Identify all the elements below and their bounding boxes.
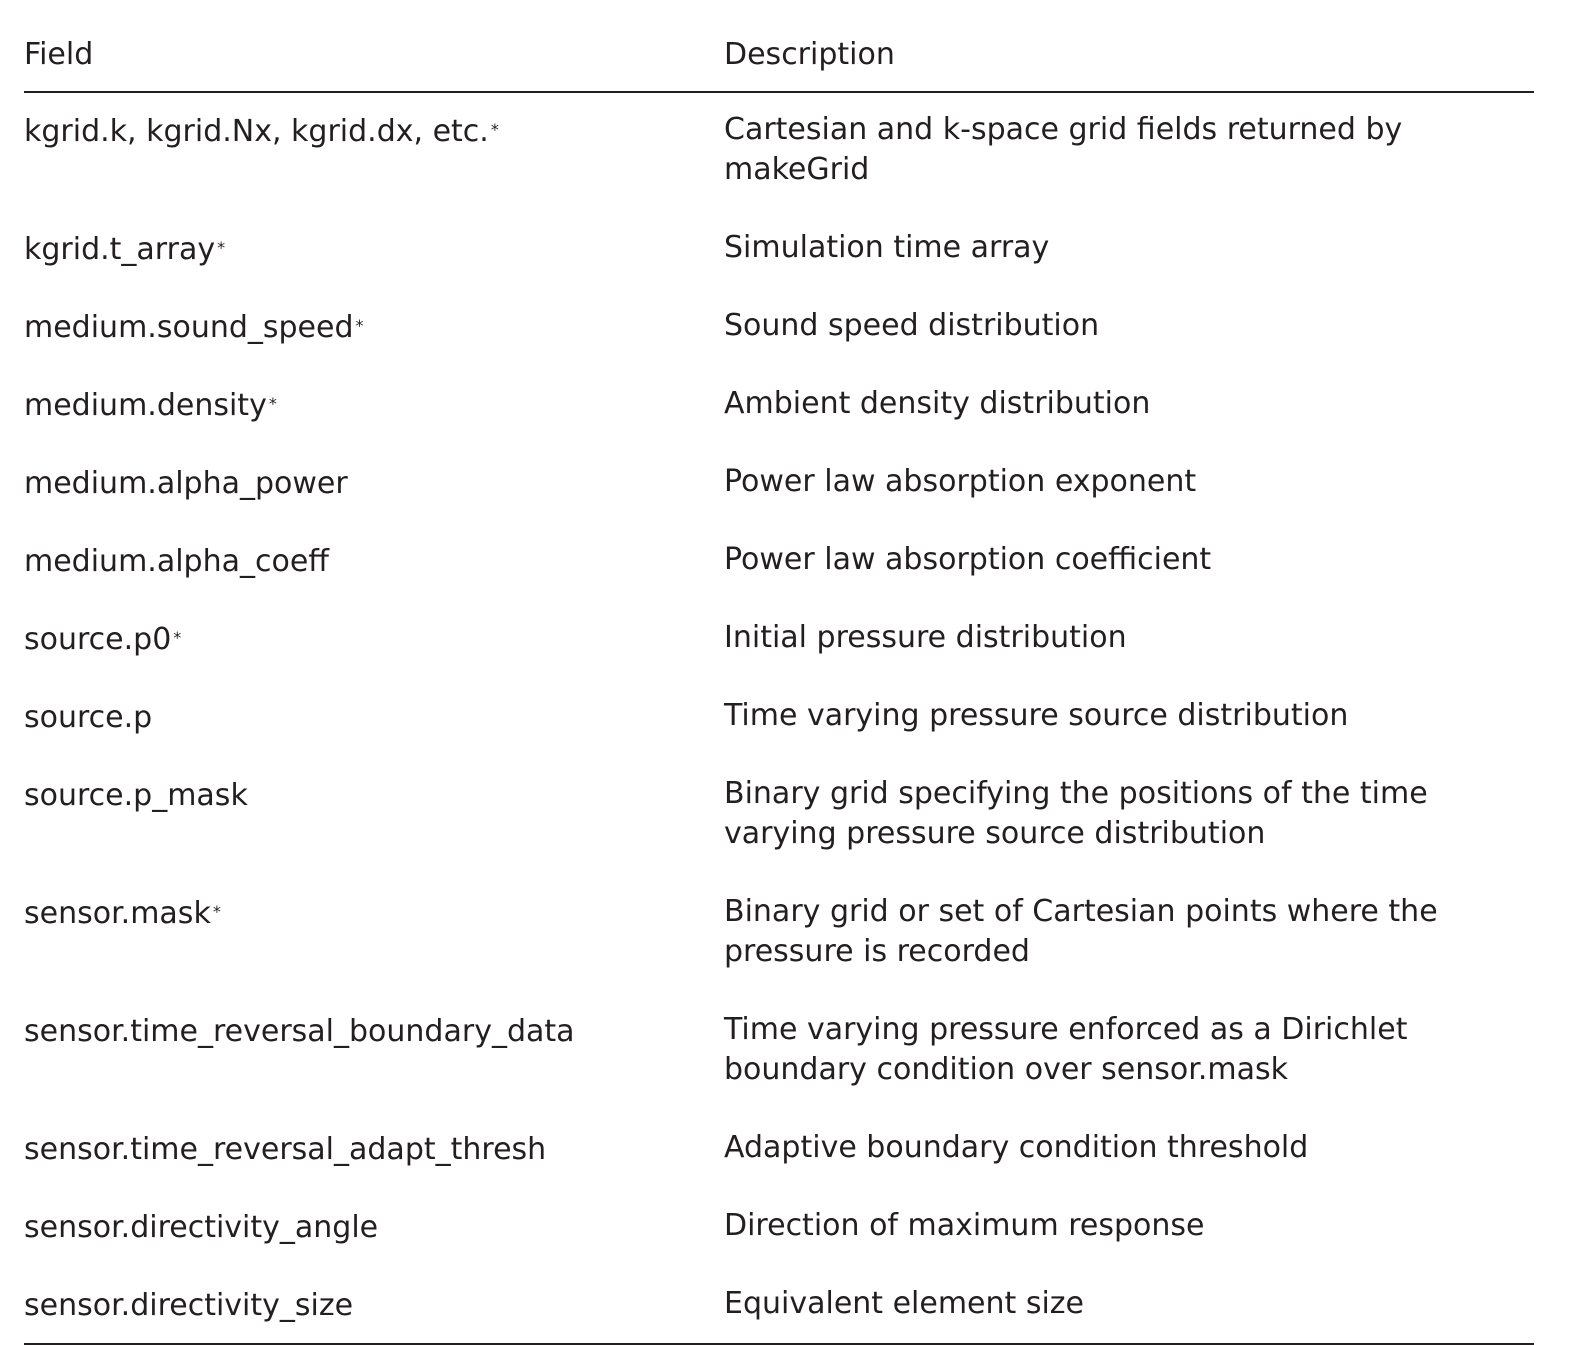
table-body [24, 93, 1534, 1345]
field-name: source.p0 [24, 622, 172, 657]
description-cell: Cartesian and k-space grid fields returned by makeGrid [724, 112, 1403, 187]
field-cell [24, 228, 724, 270]
description-cell: Ambient density distribution [724, 386, 1151, 421]
field-cell [24, 110, 724, 152]
required-marker: * [217, 238, 226, 257]
description-cell: Power law absorption coefficient [724, 542, 1212, 577]
description-cell: Simulation time array [724, 230, 1050, 265]
required-marker: * [355, 316, 364, 335]
field-name: sensor.time_reversal_adapt_thresh [24, 1132, 547, 1167]
field-description-table [24, 0, 1534, 1345]
table-row [24, 1206, 1534, 1284]
required-marker: * [268, 394, 277, 413]
field-cell [24, 1284, 724, 1326]
field-name: source.p_mask [24, 778, 248, 813]
table-header [24, 0, 1534, 93]
table-row [24, 540, 1534, 618]
description-cell: Power law absorption exponent [724, 464, 1197, 499]
table-row [24, 462, 1534, 540]
table-row [24, 892, 1534, 1010]
field-name: source.p [24, 700, 153, 735]
required-marker: * [490, 120, 499, 139]
description-cell: Time varying pressure enforced as a Dirichlet boundary condition over sensor.mask [724, 1012, 1408, 1087]
field-name: kgrid.t_array [24, 232, 216, 267]
field-name: medium.alpha_power [24, 466, 348, 501]
table-row [24, 774, 1534, 892]
field-name: medium.sound_speed [24, 310, 354, 345]
field-cell [24, 696, 724, 738]
table-row [24, 1284, 1534, 1343]
table-row [24, 618, 1534, 696]
description-cell: Equivalent element size [724, 1286, 1084, 1321]
description-cell: Sound speed distribution [724, 308, 1100, 343]
field-name: sensor.directivity_size [24, 1288, 354, 1323]
description-cell: Initial pressure distribution [724, 620, 1127, 655]
description-cell: Time varying pressure source distribution [724, 698, 1349, 733]
field-cell [24, 384, 724, 426]
table-row [24, 696, 1534, 774]
description-cell: Direction of maximum response [724, 1208, 1205, 1243]
field-cell [24, 774, 724, 816]
field-cell [24, 306, 724, 348]
table-row [24, 1010, 1534, 1128]
field-name: sensor.time_reversal_boundary_data [24, 1014, 575, 1049]
field-cell [24, 540, 724, 582]
description-cell: Binary grid specifying the positions of the time varying pressure source distribution [724, 776, 1428, 851]
table-row [24, 306, 1534, 384]
column-header-description: Description [724, 37, 895, 72]
field-name: kgrid.k, kgrid.Nx, kgrid.dx, etc. [24, 114, 489, 149]
field-cell [24, 1010, 724, 1052]
description-cell: Adaptive boundary condition threshold [724, 1130, 1309, 1165]
table-row [24, 1128, 1534, 1206]
field-name: medium.alpha_coeff [24, 544, 329, 579]
field-cell [24, 462, 724, 504]
field-cell [24, 892, 724, 934]
field-cell [24, 618, 724, 660]
field-cell [24, 1206, 724, 1248]
description-cell: Binary grid or set of Cartesian points where the pressure is recorded [724, 894, 1438, 969]
required-marker: * [173, 628, 182, 647]
table-row [24, 384, 1534, 462]
field-name: sensor.mask [24, 896, 211, 931]
table-row [24, 110, 1534, 228]
required-marker: * [212, 902, 221, 921]
table-row [24, 228, 1534, 306]
field-name: sensor.directivity_angle [24, 1210, 379, 1245]
column-header-field: Field [24, 37, 94, 72]
field-cell [24, 1128, 724, 1170]
field-name: medium.density [24, 388, 267, 423]
